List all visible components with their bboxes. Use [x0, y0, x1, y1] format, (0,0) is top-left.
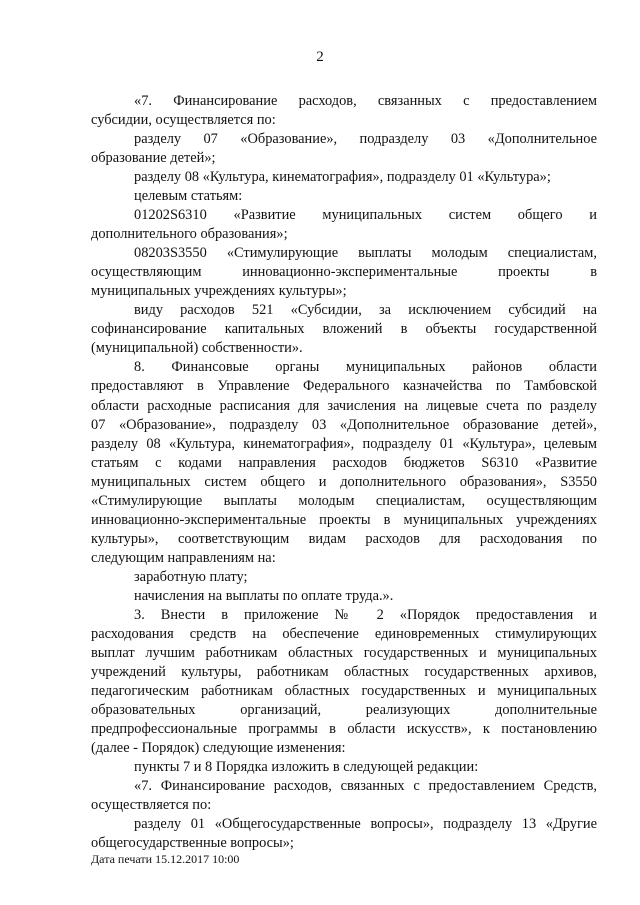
text-line: предоставляют в Управление Федерального казначейства по Тамбовской [91, 378, 597, 395]
text-line: «7. Финансирование расходов, связанных с предоставлением Средств, [134, 778, 597, 795]
text-line: образование детей»; [91, 150, 216, 167]
text-line: 3. Внести в приложение № 2 «Порядок предоставления и [134, 606, 597, 623]
text-line: общегосударственные вопросы»; [91, 835, 294, 852]
text-line: (муниципальной) собственности». [91, 340, 303, 357]
text-line: расходования средств на обеспечение единовременных стимулирующих [91, 625, 597, 642]
text-line: области расходные расписания для зачисления на лицевые счета по разделу [91, 397, 597, 414]
text-line: разделу 08 «Культура, кинематография», подразделу 01 «Культура», целевым [91, 435, 597, 452]
text-line: 07 «Образование», подразделу 03 «Дополнительное образование детей», [91, 416, 597, 433]
text-line: предпрофессиональные программы в области искусств», к постановлению [91, 721, 597, 738]
text-line: 8. Финансовые органы муниципальных районов области [134, 359, 597, 376]
text-line: софинансирование капитальных вложений в объекты государственной [91, 321, 597, 338]
text-line: разделу 08 «Культура, кинематография», подразделу 01 «Культура»; [134, 169, 551, 186]
text-line: статьям с кодами направления расходов бюджетов S6310 «Развитие [91, 454, 597, 471]
text-line: осуществляется по: [91, 797, 212, 814]
document-body [91, 92, 597, 853]
text-line: выплат лучшим работникам областных государственных и муниципальных [91, 644, 597, 661]
text-line: субсидии, осуществляется по: [91, 112, 276, 129]
text-line: педагогическим работникам областных государственных и муниципальных [91, 682, 597, 699]
text-line: культуры», соответствующим видам расходов для расходования по [91, 530, 597, 547]
text-line: следующим направлениям на: [91, 549, 276, 566]
text-line: разделу 07 «Образование», подразделу 03 «Дополнительное [134, 131, 597, 148]
text-line: 01202S6310 «Развитие муниципальных систем общего и [134, 207, 597, 224]
text-line: осуществляющим инновационно-экспериментальные проекты в [91, 264, 597, 281]
text-line: муниципальных систем общего и дополнительного образования», S3550 [91, 473, 597, 490]
text-line: (далее - Порядок) следующие изменения: [91, 740, 346, 757]
text-line: учреждений культуры, работникам областных государственных архивов, [91, 663, 597, 680]
text-line: 08203S3550 «Стимулирующие выплаты молодым специалистам, [134, 245, 597, 262]
print-date-footer: Дата печати 15.12.2017 10:00 [91, 852, 240, 866]
text-line: пункты 7 и 8 Порядка изложить в следующей редакции: [134, 759, 479, 776]
text-line: муниципальных учреждениях культуры»; [91, 283, 347, 300]
page-number: 2 [316, 49, 324, 65]
text-line: инновационно-экспериментальные проекты в муниципальных учреждениях [91, 511, 597, 528]
text-line: начисления на выплаты по оплате труда.». [134, 587, 394, 604]
text-line: заработную плату; [134, 568, 248, 585]
text-line: целевым статьям: [134, 188, 243, 205]
text-line: виду расходов 521 «Субсидии, за исключением субсидий на [134, 302, 597, 319]
text-line: «7. Финансирование расходов, связанных с предоставлением [134, 93, 597, 109]
text-line: разделу 01 «Общегосударственные вопросы», подразделу 13 «Другие [134, 816, 597, 833]
text-line: образовательных организаций, реализующих дополнительные [91, 702, 597, 718]
text-line: дополнительного образования»; [91, 226, 288, 243]
text-line: «Стимулирующие выплаты молодым специалистам, осуществляющим [91, 492, 597, 509]
